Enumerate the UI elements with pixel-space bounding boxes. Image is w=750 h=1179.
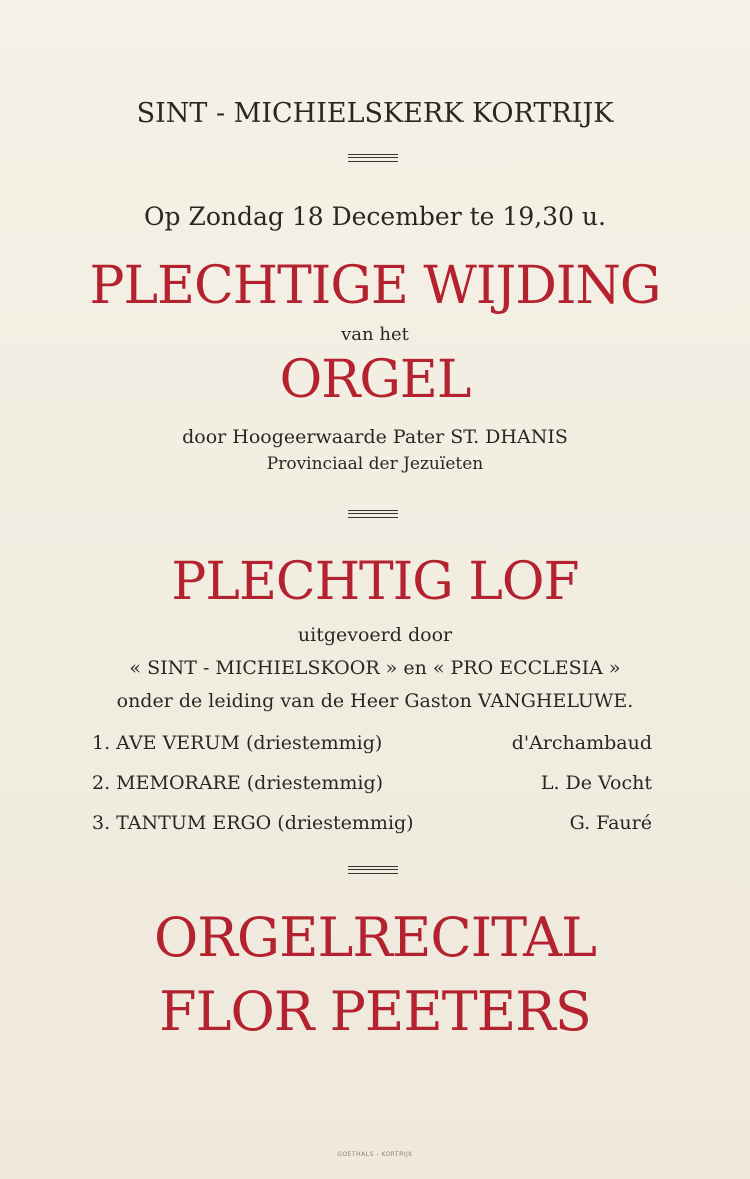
program-item-composer: L. De Vocht bbox=[540, 772, 652, 794]
title-orgel: ORGEL bbox=[279, 350, 471, 410]
by-line: door Hoogeerwaarde Pater ST. DHANIS bbox=[182, 426, 568, 448]
title-plechtig-lof: PLECHTIG LOF bbox=[171, 552, 579, 612]
program-item-piece: 3. TANTUM ERGO (driestemmig) bbox=[92, 812, 414, 834]
program-item-piece: 2. MEMORARE (driestemmig) bbox=[92, 772, 384, 794]
performed-by: uitgevoerd door bbox=[297, 624, 453, 646]
role-line: Provinciaal der Jezuïeten bbox=[266, 454, 484, 474]
date-line: Op Zondag 18 December te 19,30 u. bbox=[144, 202, 606, 231]
church-name: SINT - MICHIELSKERK KORTRIJK bbox=[136, 98, 614, 129]
title-orgelrecital: ORGELRECITAL bbox=[154, 906, 596, 969]
program-item-composer: G. Fauré bbox=[569, 812, 652, 834]
conductor-line: onder de leiding van de Heer Gaston VANGHELUWE. bbox=[116, 690, 634, 712]
connector-van-het: van het bbox=[341, 324, 409, 345]
printer-imprint: GOETHALS - KORTRIJK bbox=[337, 1151, 413, 1158]
title-flor-peeters: FLOR PEETERS bbox=[159, 980, 591, 1043]
divider-rule-1 bbox=[348, 154, 398, 162]
choirs-line: « SINT - MICHIELSKOOR » en « PRO ECCLESIA » bbox=[129, 657, 621, 679]
divider-rule-3 bbox=[348, 866, 398, 874]
title-plechtige-wijding: PLECHTIGE WIJDING bbox=[89, 256, 661, 316]
divider-rule-2 bbox=[348, 510, 398, 518]
program-item-piece: 1. AVE VERUM (driestemmig) bbox=[92, 732, 383, 754]
program-item-composer: d'Archambaud bbox=[511, 732, 652, 754]
